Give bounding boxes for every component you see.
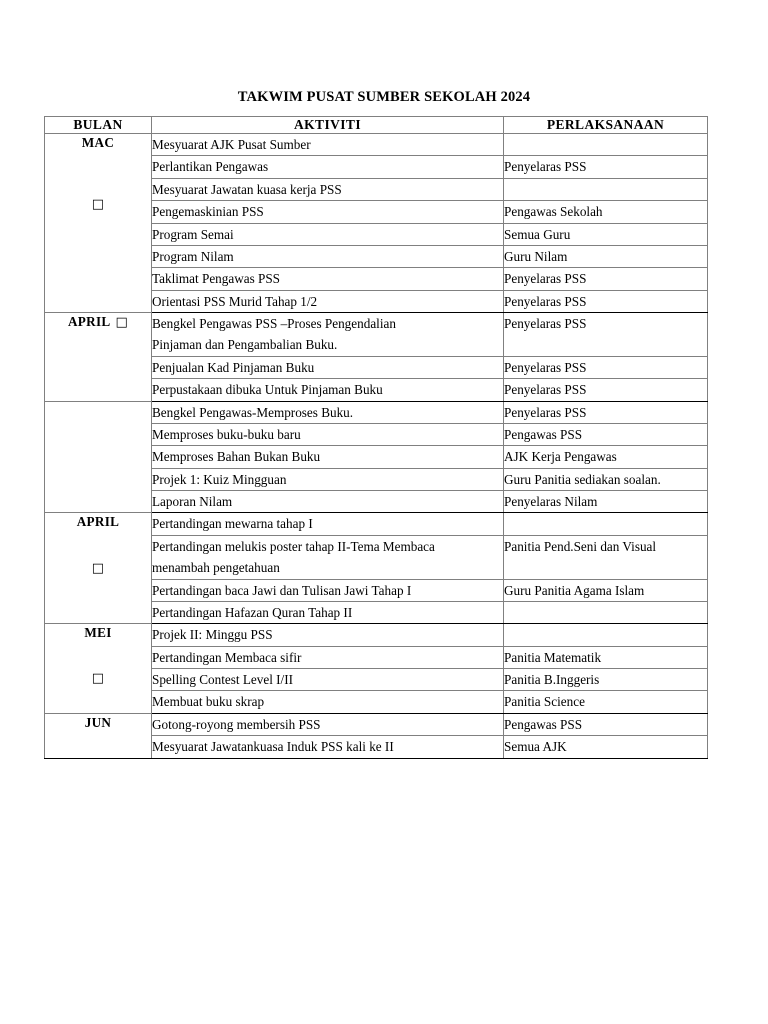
header-row	[45, 117, 708, 134]
activity-cell: Penjualan Kad Pinjaman Buku	[152, 356, 504, 378]
missing-glyph-icon: □	[91, 671, 105, 687]
implementation-cell: Penyelaras PSS	[504, 268, 708, 290]
implementation-cell: Panitia Matematik	[504, 646, 708, 668]
implementation-cell: Guru Panitia Agama Islam	[504, 579, 708, 601]
implementation-cell: AJK Kerja Pengawas	[504, 446, 708, 468]
activity-text-line2: menambah pengetahuan	[152, 560, 280, 576]
activity-cell: Mesyuarat Jawatan kuasa kerja PSS	[152, 178, 504, 200]
activity-cell: Pertandingan Membaca sifir	[152, 646, 504, 668]
implementation-cell: Penyelaras PSS	[504, 290, 708, 312]
missing-glyph-icon: □	[115, 315, 129, 330]
column-header-bulan: BULAN	[45, 117, 152, 134]
activity-cell: Gotong-royong membersih PSS	[152, 713, 504, 735]
activity-cell: Program Nilam	[152, 245, 504, 267]
activity-cell: Bengkel Pengawas-Memproses Buku.	[152, 401, 504, 423]
table-row	[45, 134, 708, 156]
activity-text-line2: Pinjaman dan Pengambalian Buku.	[152, 337, 338, 353]
implementation-cell: Penyelaras PSS	[504, 401, 708, 423]
month-cell	[45, 313, 152, 402]
implementation-cell: Pengawas Sekolah	[504, 201, 708, 223]
activity-cell: Perlantikan Pengawas	[152, 156, 504, 178]
implementation-cell	[504, 513, 708, 535]
missing-glyph-icon: □	[91, 560, 105, 576]
month-cell	[45, 134, 152, 313]
implementation-cell: Penyelaras PSS	[504, 156, 708, 178]
activity-cell: Memproses Bahan Bukan Buku	[152, 446, 504, 468]
month-cell	[45, 713, 152, 758]
month-cell	[45, 401, 152, 513]
implementation-cell: Pengawas PSS	[504, 423, 708, 445]
month-label: APRIL □	[67, 314, 129, 330]
page-title: TAKWIM PUSAT SUMBER SEKOLAH 2024	[237, 89, 531, 105]
table-body	[45, 134, 708, 759]
implementation-cell: Penyelaras PSS	[504, 379, 708, 401]
month-cell	[45, 624, 152, 714]
column-header-aktiviti: AKTIVITI	[152, 117, 504, 134]
implementation-cell: Semua AJK	[504, 736, 708, 758]
activity-cell: Taklimat Pengawas PSS	[152, 268, 504, 290]
month-label: MEI	[84, 625, 112, 641]
activity-cell: Mesyuarat Jawatankuasa Induk PSS kali ke II	[152, 736, 504, 758]
implementation-cell: Penyelaras Nilam	[504, 491, 708, 513]
activity-cell: Projek II: Minggu PSS	[152, 624, 504, 646]
activity-cell: Memproses buku-buku baru	[152, 423, 504, 445]
implementation-cell	[504, 134, 708, 156]
implementation-cell: Penyelaras PSS	[504, 313, 708, 357]
table-row	[45, 313, 708, 357]
activity-cell: Perpustakaan dibuka Untuk Pinjaman Buku	[152, 379, 504, 401]
activity-cell	[152, 535, 504, 579]
calendar-table	[44, 116, 708, 759]
implementation-cell: Guru Nilam	[504, 245, 708, 267]
activity-cell: Pertandingan baca Jawi dan Tulisan Jawi Tahap I	[152, 579, 504, 601]
activity-cell: Laporan Nilam	[152, 491, 504, 513]
table-row	[45, 513, 708, 535]
implementation-cell: Semua Guru	[504, 223, 708, 245]
month-label: JUN	[84, 714, 112, 730]
activity-cell: Spelling Contest Level I/II	[152, 669, 504, 691]
missing-glyph-icon: □	[91, 197, 105, 213]
table-row	[45, 401, 708, 423]
activity-cell: Pertandingan mewarna tahap I	[152, 513, 504, 535]
implementation-cell: Panitia Science	[504, 691, 708, 713]
implementation-cell: Pengawas PSS	[504, 713, 708, 735]
activity-cell: Program Semai	[152, 223, 504, 245]
implementation-cell: Panitia B.Inggeris	[504, 669, 708, 691]
activity-cell: Membuat buku skrap	[152, 691, 504, 713]
table-row	[45, 713, 708, 735]
implementation-cell: Guru Panitia sediakan soalan.	[504, 468, 708, 490]
activity-cell: Projek 1: Kuiz Mingguan	[152, 468, 504, 490]
activity-text: Pertandingan melukis poster tahap II-Tema Membaca	[152, 538, 435, 554]
activity-text: Bengkel Pengawas PSS –Proses Pengendalian	[152, 316, 396, 331]
month-label: MAC	[81, 135, 115, 150]
activity-cell: Pertandingan Hafazan Quran Tahap II	[152, 601, 504, 623]
implementation-cell	[504, 624, 708, 646]
table-row	[45, 624, 708, 646]
implementation-cell: Penyelaras PSS	[504, 356, 708, 378]
column-header-perlaksanaan: PERLAKSANAAN	[504, 117, 708, 134]
month-label: APRIL	[76, 514, 120, 530]
activity-cell: Orientasi PSS Murid Tahap 1/2	[152, 290, 504, 312]
implementation-cell	[504, 178, 708, 200]
implementation-cell: Panitia Pend.Seni dan Visual	[504, 535, 708, 579]
activity-cell: Pengemaskinian PSS	[152, 201, 504, 223]
activity-cell: Mesyuarat AJK Pusat Sumber	[152, 134, 504, 156]
table-header	[45, 117, 708, 134]
month-cell	[45, 513, 152, 624]
implementation-cell	[504, 601, 708, 623]
activity-cell	[152, 313, 504, 357]
